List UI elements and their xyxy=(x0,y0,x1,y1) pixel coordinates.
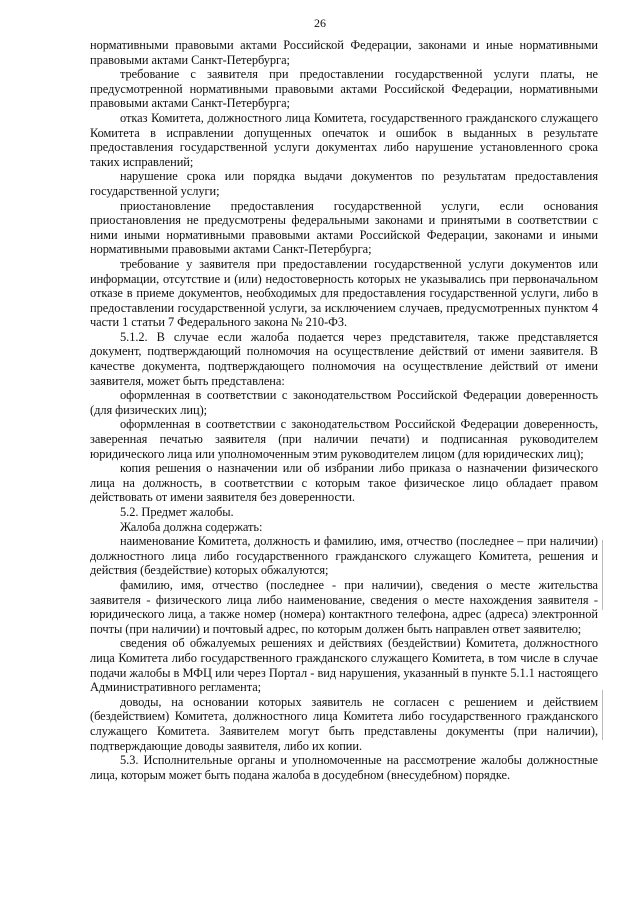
paragraph: оформленная в соответствии с законодательством Российской Федерации доверенность (для физических лиц); xyxy=(90,388,598,417)
paragraph: фамилию, имя, отчество (последнее - при наличии), сведения о месте жительства заявителя - физического лица либо наименование, сведения о месте нахождения заявителя - юридического лица, а также номер (номера) контактного телефона, адрес (адреса) электронной почты (при наличии) и почтовый адрес, по которым должен быть направлен ответ заявителю; xyxy=(90,577,598,636)
section-heading: 5.2. Предмет жалобы. xyxy=(120,505,234,519)
scan-artifact-line xyxy=(602,690,603,740)
scan-artifact-line xyxy=(602,540,603,610)
paragraph: Жалоба должна содержать: xyxy=(120,519,263,534)
document-body xyxy=(90,38,598,782)
paragraph: сведения об обжалуемых решениях и действиях (бездействии) Комитета, должностного лица Комитета либо государственного гражданского служащего Комитета, в том числе в случае подачи жалобы в МФЦ или через Портал - вид нарушения, указанный в пункте 5.1.1 настоящего Административного регламента; xyxy=(90,636,598,695)
page-number: 26 xyxy=(314,16,326,30)
paragraph: наименование Комитета, должность и фамилию, имя, отчество (последнее – при наличии) должностного лица либо государственного гражданского служащего Комитета, решения и действия (бездействие) которых обжалуются; xyxy=(90,534,598,578)
paragraph: доводы, на основании которых заявитель не согласен с решением и действием (бездействием) Комитета, должностного лица Комитета либо государственного гражданского служащего Комитета. Заявителем могут быть представлены документы (при наличии), подтверждающие доводы заявителя, либо их копии. xyxy=(90,694,598,753)
paragraph: нарушение срока или порядка выдачи документов по результатам предоставления государственной услуги; xyxy=(90,169,598,198)
paragraph: отказ Комитета, должностного лица Комитета, государственного гражданского служащего Комитета в исправлении допущенных опечаток и ошибок в выданных в результате предоставления государственной услуги документах либо нарушение установленного срока таких исправлений; xyxy=(90,110,598,169)
paragraph: приостановление предоставления государственной услуги, если основания приостановления не предусмотрены федеральными законами и принятыми в соответствии с ними иными нормативными правовыми актами Российской Федерации, законами и иными нормативными правовыми актами Санкт-Петербурга; xyxy=(90,198,598,257)
paragraph: нормативными правовыми актами Российской Федерации, законами и иные нормативными правовыми актами Санкт-Петербурга; xyxy=(90,38,598,67)
paragraph: 5.1.2. В случае если жалоба подается через представителя, также представляется документ, подтверждающий полномочия на осуществление действий от имени заявителя. В качестве документа, подтверждающего полномочия на осуществление действий от имени заявителя, может быть представлена: xyxy=(90,329,598,388)
paragraph: требование с заявителя при предоставлении государственной услуги платы, не предусмотренной нормативными правовыми актами Российской Федерации, нормативными правовыми актами Санкт-Петербурга; xyxy=(90,67,598,111)
paragraph: копия решения о назначении или об избрании либо приказа о назначении физического лица на должность, в соответствии с которым такое физическое лицо обладает правом действовать от имени заявителя без доверенности. xyxy=(90,461,598,505)
paragraph: оформленная в соответствии с законодательством Российской Федерации доверенность, заверенная печатью заявителя (при наличии печати) и подписанная руководителем юридического лица или уполномоченным этим руководителем лицом (для юридических лиц); xyxy=(90,417,598,461)
paragraph: требование у заявителя при предоставлении государственной услуги документов или информации, отсутствие и (или) недостоверность которых не указывались при первоначальном отказе в приеме документов, необходимых для предоставления государственной услуги, либо в предоставлении государственной услуги, за исключением случаев, предусмотренных пунктом 4 части 1 статьи 7 Федерального закона № 210-ФЗ. xyxy=(90,256,598,330)
paragraph: 5.3. Исполнительные органы и уполномоченные на рассмотрение жалобы должностные лица, которым может быть подана жалоба в досудебном (внесудебном) порядке. xyxy=(90,753,598,782)
